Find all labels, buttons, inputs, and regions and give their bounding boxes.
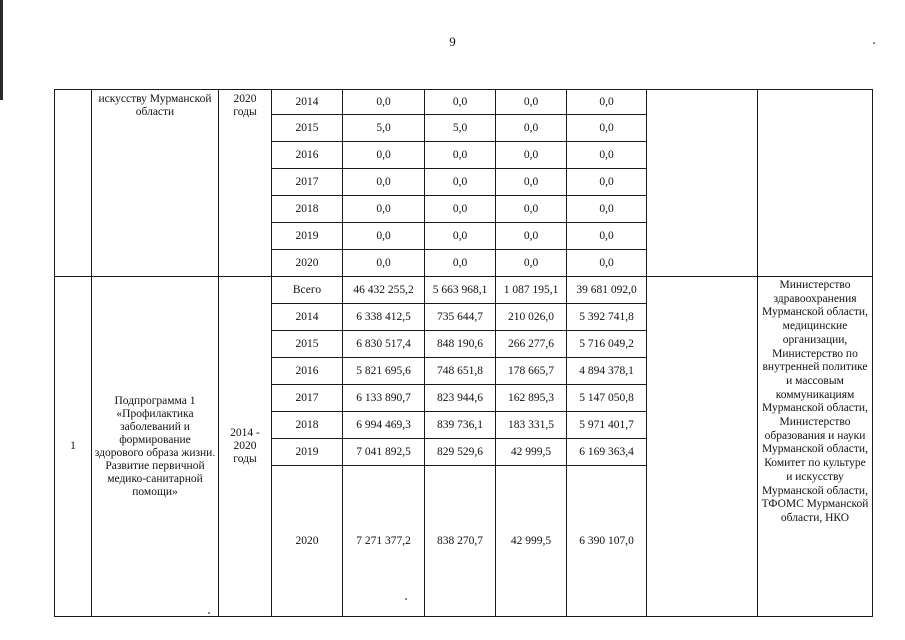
total-cell: 5,0 <box>343 115 425 142</box>
year-cell: 2020 <box>272 466 343 617</box>
other-cell: 0,0 <box>567 142 647 169</box>
year-cell: 2014 <box>272 304 343 331</box>
year-cell: 2017 <box>272 385 343 412</box>
year-cell: 2019 <box>272 439 343 466</box>
regional-cell: 266 277,6 <box>496 331 567 358</box>
year-cell: 2017 <box>272 169 343 196</box>
year-cell: Всего <box>272 277 343 304</box>
federal-cell: 0,0 <box>425 169 496 196</box>
year-cell: 2014 <box>272 90 343 115</box>
federal-cell: 848 190,6 <box>425 331 496 358</box>
other-cell: 6 390 107,0 <box>567 466 647 617</box>
total-cell: 46 432 255,2 <box>343 277 425 304</box>
program-name-cell: искусству Мурманской области <box>92 90 219 277</box>
regional-cell: 0,0 <box>496 250 567 277</box>
federal-cell: 0,0 <box>425 142 496 169</box>
total-cell: 6 338 412,5 <box>343 304 425 331</box>
executor-cell: Министерство здравоохранения Мурманской области, медицинские организации, Министерство по внутренней политике и массовым коммуникациям Мурманской области, Министерство образования и науки Мурманской области, Комитет по культуре и искусству Мурманской области, ТФОМС Мурманской области, НКО <box>758 277 873 617</box>
row-number-cell: 1 <box>55 277 92 617</box>
regional-cell: 162 895,3 <box>496 385 567 412</box>
year-cell: 2018 <box>272 412 343 439</box>
federal-cell: 829 529,6 <box>425 439 496 466</box>
federal-cell: 0,0 <box>425 196 496 223</box>
total-cell: 6 994 469,3 <box>343 412 425 439</box>
year-cell: 2016 <box>272 358 343 385</box>
year-cell: 2020 <box>272 250 343 277</box>
regional-cell: 1 087 195,1 <box>496 277 567 304</box>
year-cell: 2018 <box>272 196 343 223</box>
total-cell: 7 271 377,2 <box>343 466 425 617</box>
other-cell: 39 681 092,0 <box>567 277 647 304</box>
regional-cell: 178 665,7 <box>496 358 567 385</box>
total-cell: 6 830 517,4 <box>343 331 425 358</box>
empty-cell <box>647 90 758 277</box>
page-number: 9 <box>449 34 456 49</box>
total-cell: 7 041 892,5 <box>343 439 425 466</box>
total-cell: 0,0 <box>343 223 425 250</box>
total-cell: 0,0 <box>343 250 425 277</box>
other-cell: 0,0 <box>567 196 647 223</box>
other-cell: 4 894 378,1 <box>567 358 647 385</box>
regional-cell: 0,0 <box>496 223 567 250</box>
regional-cell: 0,0 <box>496 90 567 115</box>
total-cell: 6 133 890,7 <box>343 385 425 412</box>
federal-cell: 748 651,8 <box>425 358 496 385</box>
total-cell: 5 821 695,6 <box>343 358 425 385</box>
period-cell: 2014 - 2020 годы <box>219 277 272 617</box>
regional-cell: 42 999,5 <box>496 439 567 466</box>
federal-cell: 0,0 <box>425 223 496 250</box>
other-cell: 6 169 363,4 <box>567 439 647 466</box>
table-row <box>55 277 873 304</box>
federal-cell: 5,0 <box>425 115 496 142</box>
federal-cell: 0,0 <box>425 90 496 115</box>
scan-edge-mark <box>0 0 3 100</box>
total-cell: 0,0 <box>343 142 425 169</box>
table-row <box>55 90 873 115</box>
executor-cell <box>758 90 873 277</box>
federal-cell: 839 736,1 <box>425 412 496 439</box>
other-cell: 0,0 <box>567 250 647 277</box>
federal-cell: 823 944,6 <box>425 385 496 412</box>
other-cell: 0,0 <box>567 90 647 115</box>
regional-cell: 210 026,0 <box>496 304 567 331</box>
empty-cell <box>647 277 758 617</box>
federal-cell: 0,0 <box>425 250 496 277</box>
federal-cell: 838 270,7 <box>425 466 496 617</box>
year-cell: 2019 <box>272 223 343 250</box>
total-cell: 0,0 <box>343 90 425 115</box>
regional-cell: 0,0 <box>496 169 567 196</box>
regional-cell: 0,0 <box>496 196 567 223</box>
other-cell: 5 716 049,2 <box>567 331 647 358</box>
regional-cell: 42 999,5 <box>496 466 567 617</box>
other-cell: 0,0 <box>567 115 647 142</box>
program-name-cell: Подпрограмма 1 «Профилактика заболеваний и формирование здорового образа жизни. Развитие первичной медико-санитарной помощи» <box>92 277 219 617</box>
other-cell: 0,0 <box>567 223 647 250</box>
budget-table <box>54 89 873 617</box>
other-cell: 0,0 <box>567 169 647 196</box>
federal-cell: 5 663 968,1 <box>425 277 496 304</box>
other-cell: 5 971 401,7 <box>567 412 647 439</box>
year-cell: 2015 <box>272 115 343 142</box>
regional-cell: 0,0 <box>496 115 567 142</box>
regional-cell: 183 331,5 <box>496 412 567 439</box>
row-number-cell <box>55 90 92 277</box>
period-cell: 2020 годы <box>219 90 272 277</box>
federal-cell: 735 644,7 <box>425 304 496 331</box>
total-cell: 0,0 <box>343 169 425 196</box>
total-cell: 0,0 <box>343 196 425 223</box>
regional-cell: 0,0 <box>496 142 567 169</box>
other-cell: 5 147 050,8 <box>567 385 647 412</box>
year-cell: 2015 <box>272 331 343 358</box>
other-cell: 5 392 741,8 <box>567 304 647 331</box>
year-cell: 2016 <box>272 142 343 169</box>
